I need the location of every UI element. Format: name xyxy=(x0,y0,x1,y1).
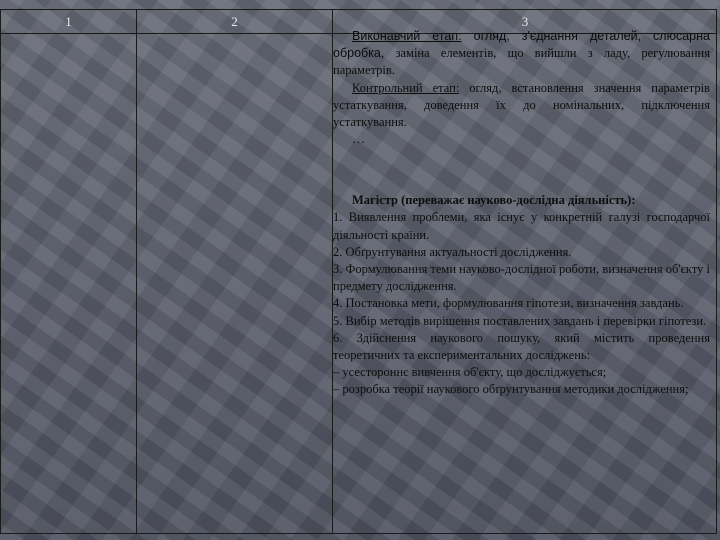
executive-stage-label: Виконавчий етап: xyxy=(352,29,462,43)
list-item: 2. Обґрунтування актуальності дослідження. xyxy=(333,244,572,259)
column-header-2: 2 xyxy=(231,14,238,29)
column-header-3: 3 xyxy=(521,14,529,29)
list-item: 5. Вибір методів вирішення поставлених завдань і перевірки гіпотези. xyxy=(333,313,707,328)
control-stage-text: огляд, встановлення значення параметрів устаткування, доведення їх до номінальних, підключення устаткування. xyxy=(333,80,710,130)
master-heading: Магістр (переважає науково-дослідна діяльність): xyxy=(352,193,636,208)
column-header-1: 1 xyxy=(65,14,72,29)
executive-stage-text-sans: огляд, з'єднання деталей, слюсарна обробка, xyxy=(333,29,710,61)
ellipsis: … xyxy=(352,131,365,147)
list-item: – усестороннє вивчення об'єкту, що досліджується; xyxy=(333,365,607,380)
list-item: 6. Здійснення наукового пошуку, який містить проведення теоретичних та експериментальних досліджень: xyxy=(333,330,710,363)
executive-stage-paragraph xyxy=(333,28,710,80)
column-3-content xyxy=(333,28,710,399)
list-item: 1. Виявлення проблеми, яка існує у конкретній галузі господарчої діяльності країни. xyxy=(333,210,710,242)
control-stage-label: Контрольний етап: xyxy=(352,80,460,95)
list-item: – розробка теорії наукового обґрунтування методики дослідження; xyxy=(333,382,689,397)
column-divider-1 xyxy=(136,10,137,533)
list-item: 3. Формулювання теми науково-дослідної роботи, визначення об'єкту і предмету дослідження. xyxy=(333,262,710,294)
spacer xyxy=(333,146,710,192)
control-stage-paragraph xyxy=(333,80,710,132)
list-item: 4. Постановка мети, формулювання гіпотези, визначення завдань. xyxy=(333,296,684,311)
executive-stage-text: заміна елементів, що вийшли з ладу, регулювання параметрів. xyxy=(333,46,710,78)
